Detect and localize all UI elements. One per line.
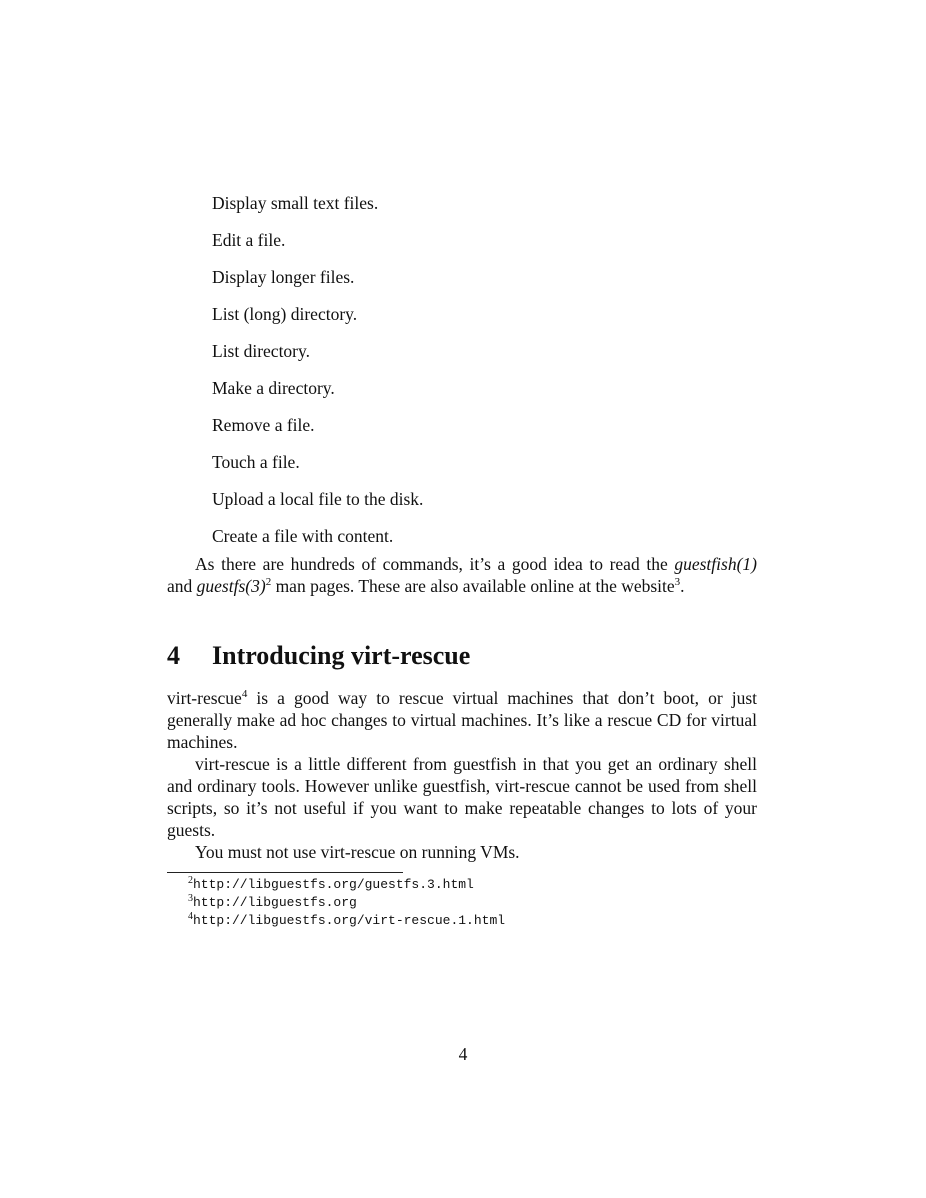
section-number: 4 bbox=[167, 641, 180, 670]
footnote-url[interactable]: http://libguestfs.org/virt-rescue.1.html bbox=[193, 913, 506, 928]
footnote-number: 4 bbox=[188, 911, 193, 922]
man-page-reference: guestfish(1) bbox=[674, 554, 757, 574]
command-description: Edit a file. bbox=[212, 230, 286, 250]
command-description: List (long) directory. bbox=[212, 304, 358, 324]
footnote-marker: 3 bbox=[674, 576, 681, 588]
footnote-marker: 4 bbox=[241, 688, 248, 700]
command-description: Remove a file. bbox=[212, 415, 315, 435]
text-run: is a good way to rescue virtual machines that don’t boot, or just generally make ad hoc changes to virtual machines. It’s like a rescue CD for virtual machines. bbox=[167, 688, 757, 752]
command-description: Display small text files. bbox=[212, 193, 379, 213]
command-description: Display longer files. bbox=[212, 267, 355, 287]
footnote-marker: 2 bbox=[265, 576, 272, 588]
footnote bbox=[188, 894, 505, 912]
text-run: . bbox=[680, 576, 685, 596]
body-paragraph: virt-rescue is a little different from guestfish in that you get an ordinary shell and ordinary tools. However unlike guestfish, virt-rescue cannot be used from shell scripts, so it’s not useful if you want to make repeatable changes to lots of your guests. bbox=[167, 754, 757, 840]
footnote-rule bbox=[167, 872, 403, 873]
footnote bbox=[188, 876, 505, 894]
footnote-number: 3 bbox=[188, 893, 193, 904]
footnote-url[interactable]: http://libguestfs.org bbox=[193, 895, 357, 910]
footnote-url[interactable]: http://libguestfs.org/guestfs.3.html bbox=[193, 877, 474, 892]
text-run: man pages. These are also available online at the website bbox=[271, 576, 675, 596]
command-description: Create a file with content. bbox=[212, 526, 394, 546]
command-description: Make a directory. bbox=[212, 378, 335, 398]
section-title: Introducing virt-rescue bbox=[212, 641, 471, 670]
footnote-number: 2 bbox=[188, 875, 193, 886]
footnotes bbox=[188, 876, 505, 930]
text-run: and bbox=[167, 576, 197, 596]
body-paragraph bbox=[167, 687, 757, 753]
command-description: List directory. bbox=[212, 341, 311, 361]
text-run: As there are hundreds of commands, it’s a good idea to read the bbox=[195, 554, 675, 574]
body-paragraph: You must not use virt-rescue on running VMs. bbox=[195, 842, 520, 862]
man-page-reference: guestfs(3) bbox=[196, 576, 266, 596]
page-number: 4 bbox=[458, 1044, 468, 1064]
command-description: Upload a local file to the disk. bbox=[212, 489, 424, 509]
intro-paragraph bbox=[167, 553, 757, 597]
footnote bbox=[188, 912, 505, 930]
section-heading bbox=[167, 638, 470, 674]
text-run: virt-rescue bbox=[167, 688, 242, 708]
command-description: Touch a file. bbox=[212, 452, 300, 472]
